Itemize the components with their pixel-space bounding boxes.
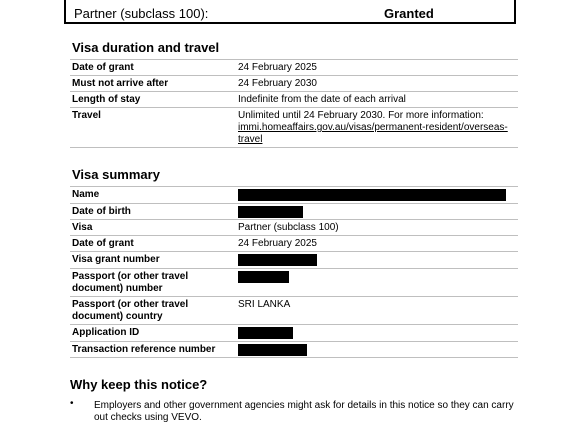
row-key: Travel: [72, 110, 101, 121]
row-key: Date of grant: [72, 62, 134, 73]
status-label: Partner (subclass 100):: [74, 6, 209, 21]
redaction-bar: [238, 254, 317, 266]
why-keep-text: Employers and other government agencies might ask for details in this notice so they can carry out checks using VEVO.: [94, 400, 514, 423]
table-row: [70, 236, 518, 252]
travel-text: Unlimited until 24 February 2030. For more information:: [238, 110, 484, 121]
redaction-bar: [238, 344, 307, 356]
row-value: 24 February 2025: [238, 62, 317, 73]
duration-table: [70, 59, 518, 148]
table-row: [70, 324, 518, 341]
row-key: Must not arrive after: [72, 78, 169, 89]
row-value: 24 February 2030: [238, 78, 317, 89]
table-row: [70, 92, 518, 108]
table-row: [70, 268, 518, 296]
table-row: [70, 220, 518, 236]
status-value: Granted: [384, 6, 434, 21]
row-key: Passport (or other travel document) number: [72, 270, 189, 294]
why-keep-title: Why keep this notice?: [70, 377, 208, 392]
summary-section-title: Visa summary: [72, 167, 160, 182]
table-row: [70, 76, 518, 92]
table-row: [70, 203, 518, 220]
grant-status-box: [64, 0, 516, 24]
table-row: [70, 296, 518, 324]
table-row: [70, 60, 518, 76]
row-key: Date of birth: [72, 205, 131, 217]
row-value: Indefinite from the date of each arrival: [238, 94, 406, 105]
row-value: Partner (subclass 100): [238, 222, 339, 234]
bullet-marker: •: [70, 398, 74, 409]
row-key: Transaction reference number: [72, 343, 216, 355]
row-key: Name: [72, 189, 100, 200]
summary-table: [70, 186, 518, 358]
row-key: Date of grant: [72, 238, 134, 250]
table-row: [70, 187, 518, 204]
row-value: SRI LANKA: [238, 298, 291, 310]
redaction-bar: [238, 189, 506, 201]
redaction-bar: [238, 327, 293, 339]
row-key: Passport (or other travel document) country: [72, 298, 189, 322]
duration-section-title: Visa duration and travel: [72, 40, 220, 55]
overseas-travel-link[interactable]: immi.homeaffairs.gov.au/visas/permanent-resident/overseas-travel: [238, 122, 508, 145]
table-row: [70, 341, 518, 358]
row-value: 24 February 2025: [238, 238, 317, 250]
redaction-bar: [238, 206, 303, 218]
table-row: [70, 252, 518, 269]
row-key: Application ID: [72, 326, 140, 338]
row-key: Visa grant number: [72, 254, 160, 266]
row-key: Visa: [72, 222, 93, 234]
redaction-bar: [238, 271, 289, 283]
table-row: [70, 108, 518, 148]
row-key: Length of stay: [72, 94, 141, 105]
